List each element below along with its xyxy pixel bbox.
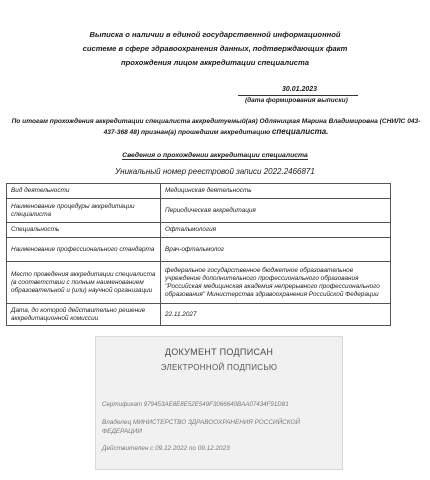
statement-text: По итогам прохождения аккредитации специалиста аккредитуемый(ая) Одляницкая Марина Владимировна (СНИЛС 043-437-368 48) признан(а) прошедшим аккредитацию	[11, 118, 421, 136]
table-row	[7, 262, 391, 304]
stamp-validity: Действителен с 09.12.2022 по 09.12.2023	[102, 445, 230, 452]
date-underline	[238, 95, 358, 96]
section-title	[0, 152, 430, 159]
title-line: прохождения лицом аккредитации специалиста	[121, 58, 309, 67]
table-row	[7, 223, 391, 238]
registry-number: Уникальный номер реестровой записи 2022.2466871	[115, 167, 315, 176]
statement-end: специалиста.	[271, 127, 329, 136]
row-key: Место проведения аккредитации специалиста (в соответствии с полным наименованием образовательной и (или) научной организации	[7, 262, 161, 304]
row-value: Офтальмология	[161, 223, 391, 238]
row-key: Дата, до которой действительно решение аккредитационной комиссии	[7, 304, 161, 326]
stamp-certificate: Сертификат 979453АЕ8Е8Е52Е549F3066640BAA07434F91D81	[102, 401, 289, 408]
section-title-text: Сведения о прохождении аккредитации специалиста	[122, 152, 308, 159]
stamp-line-1: ДОКУМЕНТ ПОДПИСАН	[164, 347, 274, 357]
table-row	[7, 304, 391, 326]
row-value: Периодическая аккредитация	[161, 199, 391, 223]
row-value: Врач-офтальмолог	[161, 238, 391, 262]
row-key: Наименование процедуры аккредитации специалиста	[7, 199, 161, 223]
table-row	[7, 184, 391, 199]
row-value: федеральное государственное бюджетное образовательное учреждение дополнительного профессионального образования "Российская медицинская академия непрерывного профессионального образования" Министерства здравоохранения Российской Федерации	[161, 262, 391, 304]
title-line: Выписка о наличии в единой государственной информационной	[89, 30, 341, 39]
row-key: Специальность	[7, 223, 161, 238]
table-row	[7, 199, 391, 223]
electronic-signature-stamp	[95, 336, 343, 470]
row-key: Наименование профессионального стандарта	[7, 238, 161, 262]
table-row	[7, 238, 391, 262]
stamp-line-2: ЭЛЕКТРОННОЙ ПОДПИСЬЮ	[160, 363, 278, 372]
row-value: 22.11.2027	[161, 304, 391, 326]
stamp-owner: Владелец МИНИСТЕРСТВО ЗДРАВООХРАНЕНИЯ РОССИЙСКОЙ ФЕДЕРАЦИИ	[102, 419, 300, 435]
row-key: Вид деятельности	[7, 184, 161, 199]
accreditation-table	[6, 183, 391, 326]
issue-date-caption: (дата формирования выписки)	[245, 97, 348, 104]
accreditation-statement	[10, 117, 422, 138]
row-value: Медицинская деятельность	[161, 184, 391, 199]
title-line: системе в сфере здравоохранения данных, подтверждающих факт	[82, 44, 348, 53]
issue-date: 30.01.2023	[282, 86, 318, 93]
document-title	[40, 28, 390, 70]
